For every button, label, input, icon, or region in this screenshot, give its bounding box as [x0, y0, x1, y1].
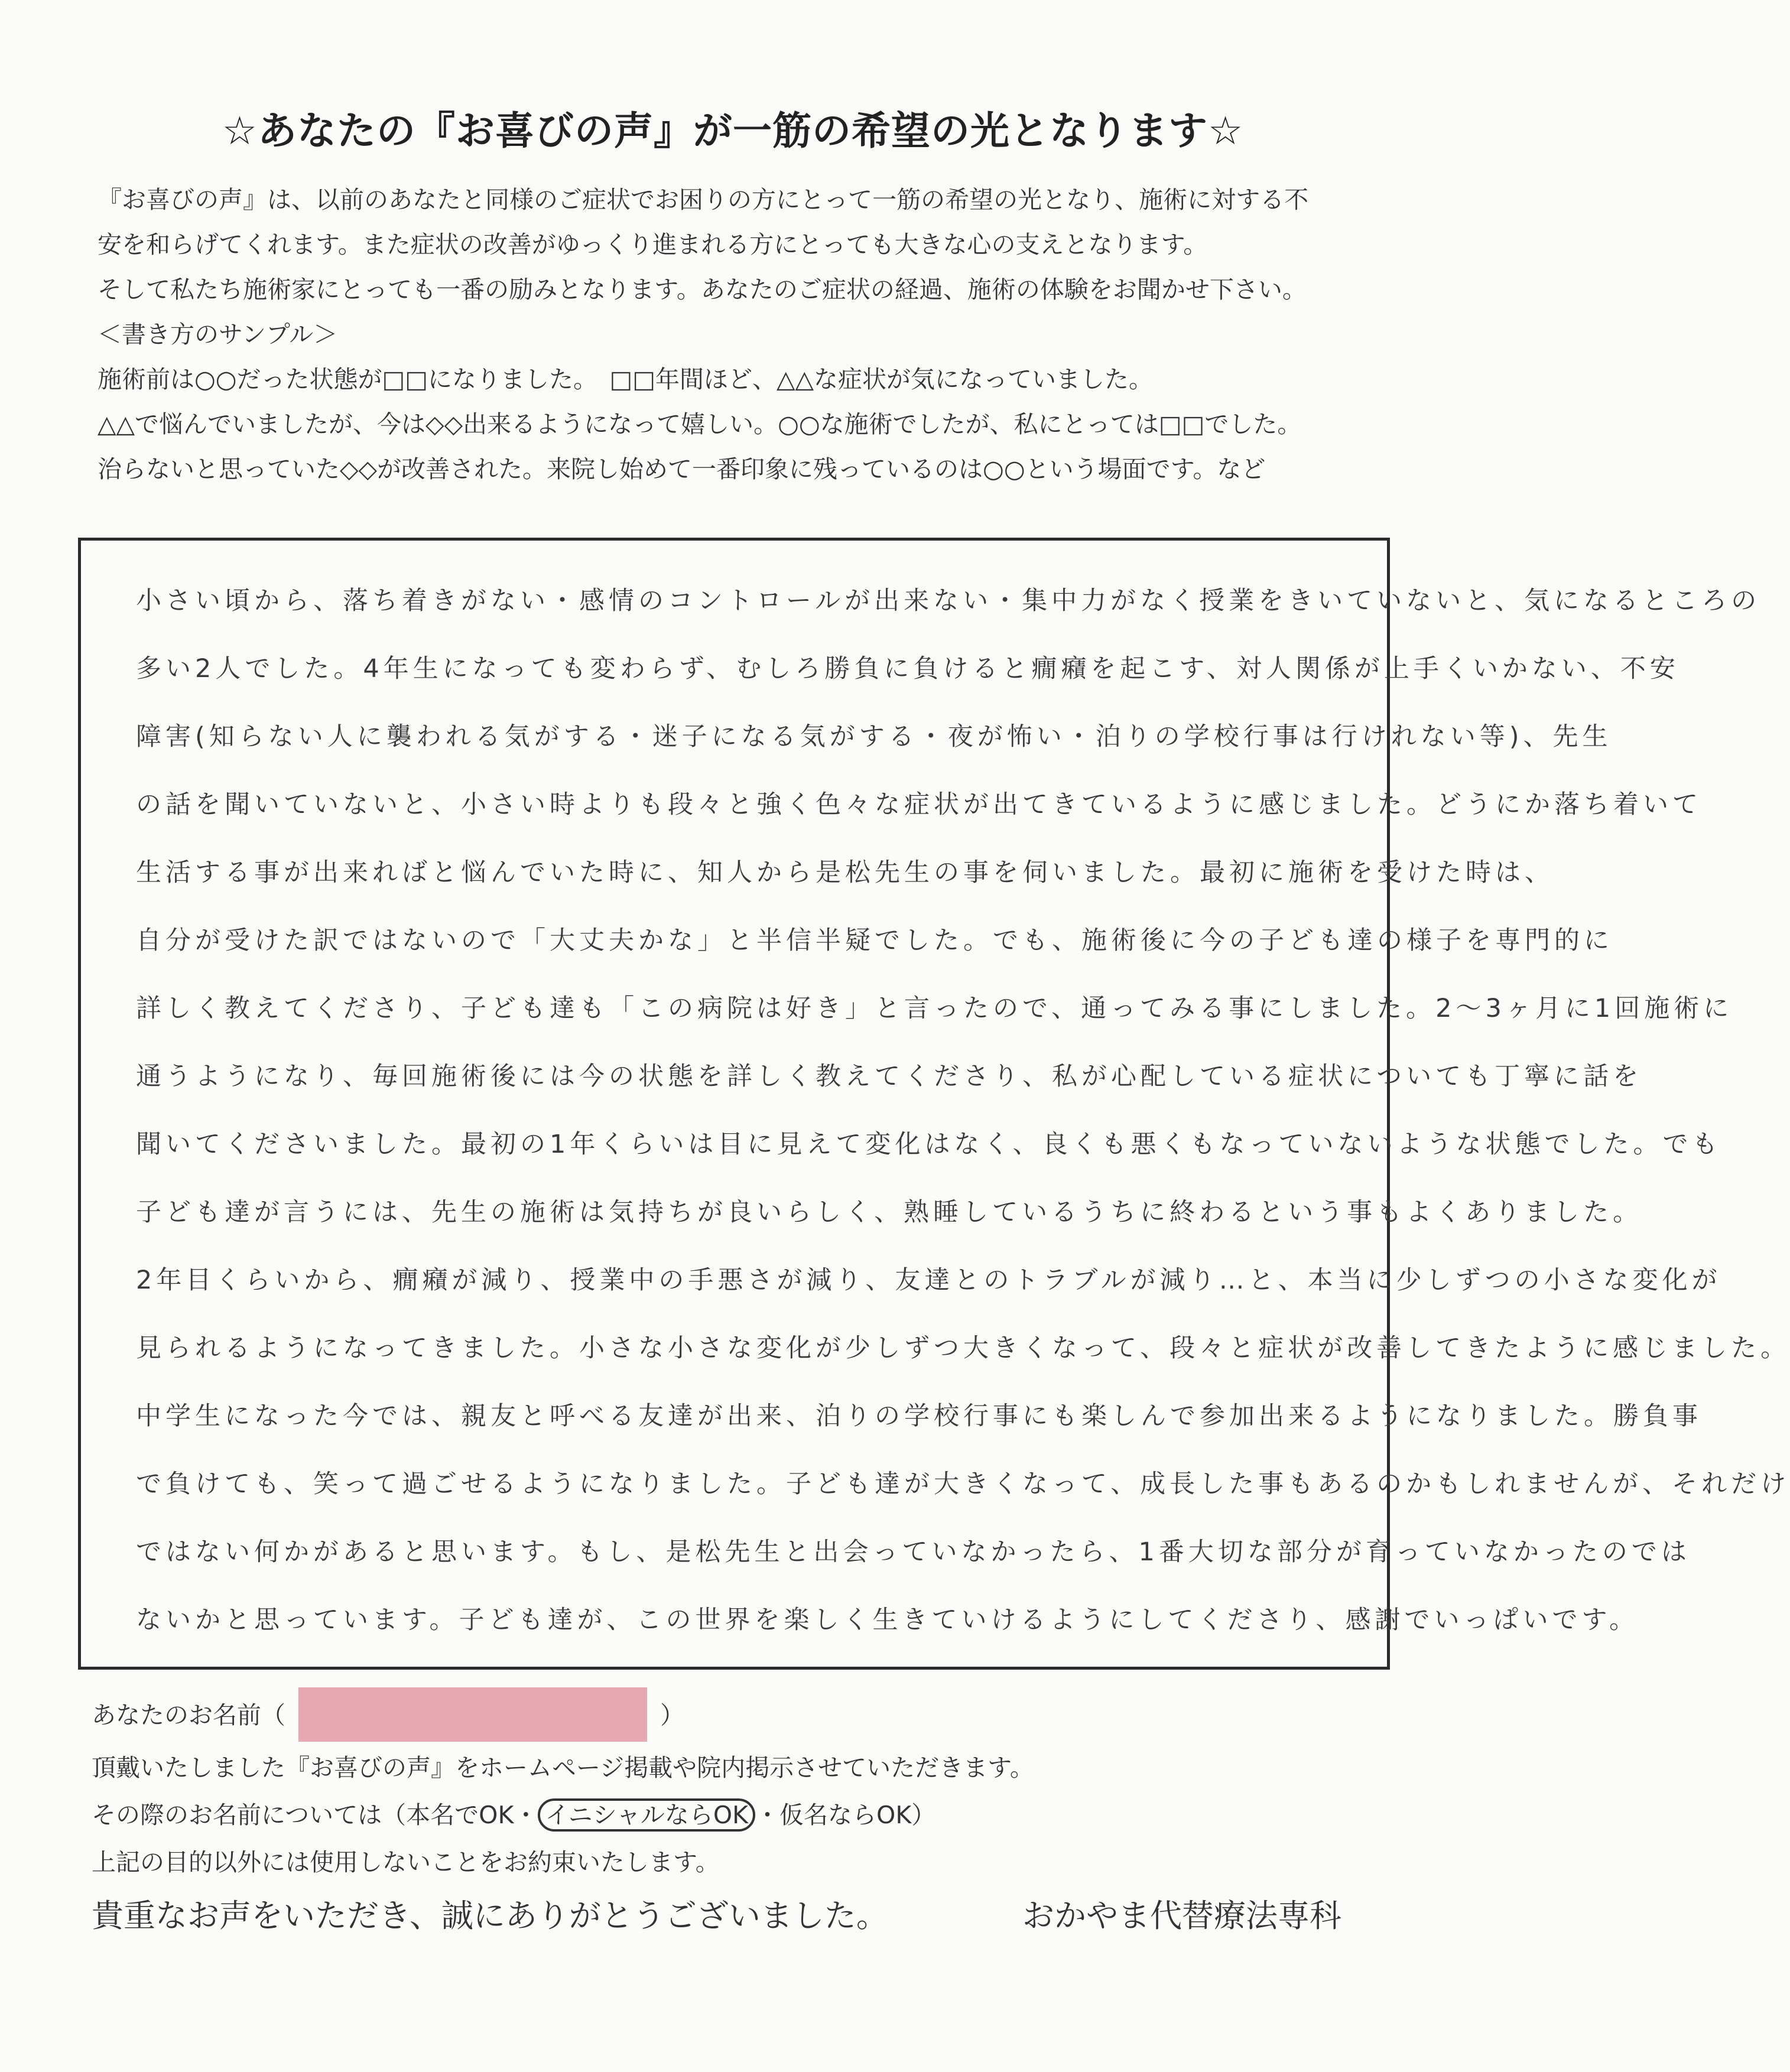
- testimonial-line: 見られるようになってきました。小さな小さな変化が少しずつ大きくなって、段々と症状が改善してきたように感じました。: [136, 1333, 1790, 1363]
- footer-section: [92, 1690, 1409, 1886]
- handwritten-testimonial: [136, 567, 1790, 1654]
- sample-line-1: 施術前は○○だった状態が□□になりました。 □□年間ほど、△△な症状が気になっていました。: [98, 365, 1154, 393]
- intro-line-1: 『お喜びの声』は、以前のあなたと同様のご症状でお困りの方にとって一筋の希望の光となり、施術に対する不: [98, 186, 1309, 214]
- name-option-suffix: ・仮名ならOK）: [755, 1801, 936, 1829]
- testimonial-line: ないかと思っています。子ども達が、この世界を楽しく生きていけるようにしてくださり、感謝でいっぱいです。: [136, 1605, 1639, 1635]
- intro-section: [98, 177, 1409, 492]
- privacy-promise: 上記の目的以外には使用しないことをお約束いたします。: [92, 1848, 720, 1876]
- selected-name-option: イニシャルならOK: [538, 1798, 755, 1832]
- name-option-line: [92, 1791, 1409, 1839]
- thanks-line: [92, 1891, 1409, 1936]
- testimonial-line: の話を聞いていないと、小さい時よりも段々と強く色々な症状が出てきているように感じました。どうにか落ち着いて: [136, 790, 1702, 819]
- testimonial-line: 2年目くらいから、癇癪が減り、授業中の手悪さが減り、友達とのトラブルが減り…と、本当に少しずつの小さな変化が: [136, 1266, 1721, 1295]
- testimonial-line: で負けても、笑って過ごせるようになりました。子ども達が大きくなって、成長した事もあるのかもしれませんが、それだけ: [136, 1469, 1790, 1499]
- testimonial-line: ではない何かがあると思います。もし、是松先生と出会っていなかったら、1番大切な部分が育っていなかったのでは: [136, 1537, 1691, 1567]
- redacted-name: [298, 1687, 647, 1742]
- sample-heading: ＜書き方のサンプル＞: [98, 320, 338, 349]
- testimonial-line: 詳しく教えてくださり、子ども達も「この病院は好き」と言ったので、通ってみる事にしました。2〜3ヶ月に1回施術に: [136, 994, 1733, 1023]
- testimonial-line: 障害(知らない人に襲われる気がする・迷子になる気がする・夜が怖い・泊りの学校行事は行けれない等)、先生: [136, 722, 1612, 752]
- testimonial-line: 多い2人でした。4年生になっても変わらず、むしろ勝負に負けると癇癪を起こす、対人関係が上手くいかない、不安: [136, 654, 1679, 684]
- testimonial-line: 聞いてくださいました。最初の1年くらいは目に見えて変化はなく、良くも悪くもなっていないような状態でした。でも: [136, 1130, 1722, 1159]
- testimonial-line: 中学生になった今では、親友と呼べる友達が出来、泊りの学校行事にも楽しんで参加出来るようになりました。勝負事: [136, 1401, 1702, 1431]
- testimonial-line: 子ども達が言うには、先生の施術は気持ちが良いらしく、熟睡しているうちに終わるという事もよくありました。: [136, 1198, 1643, 1227]
- intro-line-2: 安を和らげてくれます。また症状の改善がゆっくり進まれる方にとっても大きな心の支えとなります。: [98, 230, 1208, 259]
- testimonial-line: 小さい頃から、落ち着きがない・感情のコントロールが出来ない・集中力がなく授業をきいていないと、気になるところの: [136, 586, 1761, 616]
- testimonial-line: 生活する事が出来ればと悩んでいた時に、知人から是松先生の事を伺いました。最初に施術を受けた時は、: [136, 858, 1554, 887]
- testimonial-line: 通うようになり、毎回施術後には今の状態を詳しく教えてくださり、私が心配している症状についても丁寧に話を: [136, 1062, 1643, 1091]
- name-option-prefix: その際のお名前については（本名でOK・: [92, 1801, 538, 1829]
- name-line: [92, 1690, 1409, 1744]
- publish-notice: 頂戴いたしました『お喜びの声』をホームページ掲載や院内掲示させていただきます。: [92, 1754, 1034, 1782]
- intro-line-3: そして私たち施術家にとっても一番の励みとなります。あなたのご症状の経過、施術の体験をお聞かせ下さい。: [98, 275, 1307, 304]
- name-label: あなたのお名前（: [92, 1701, 285, 1729]
- sample-line-3: 治らないと思っていた◇◇が改善された。来院し始めて一番印象に残っているのは○○という場面です。など: [98, 455, 1266, 483]
- thanks-message: 貴重なお声をいただき、誠にありがとうございました。: [92, 1897, 888, 1934]
- name-close-paren: ）: [660, 1701, 684, 1729]
- clinic-name: おかやま代替療法専科: [1022, 1897, 1341, 1934]
- testimonial-line: 自分が受けた訳ではないので「大丈夫かな」と半信半疑でした。でも、施術後に今の子ども達の様子を専門的に: [136, 926, 1613, 955]
- sample-line-2: △△で悩んでいましたが、今は◇◇出来るようになって嬉しい。○○な施術でしたが、私にとっては□□でした。: [98, 410, 1302, 438]
- page-title: ☆あなたの『お喜びの声』が一筋の希望の光となります☆: [222, 108, 1244, 154]
